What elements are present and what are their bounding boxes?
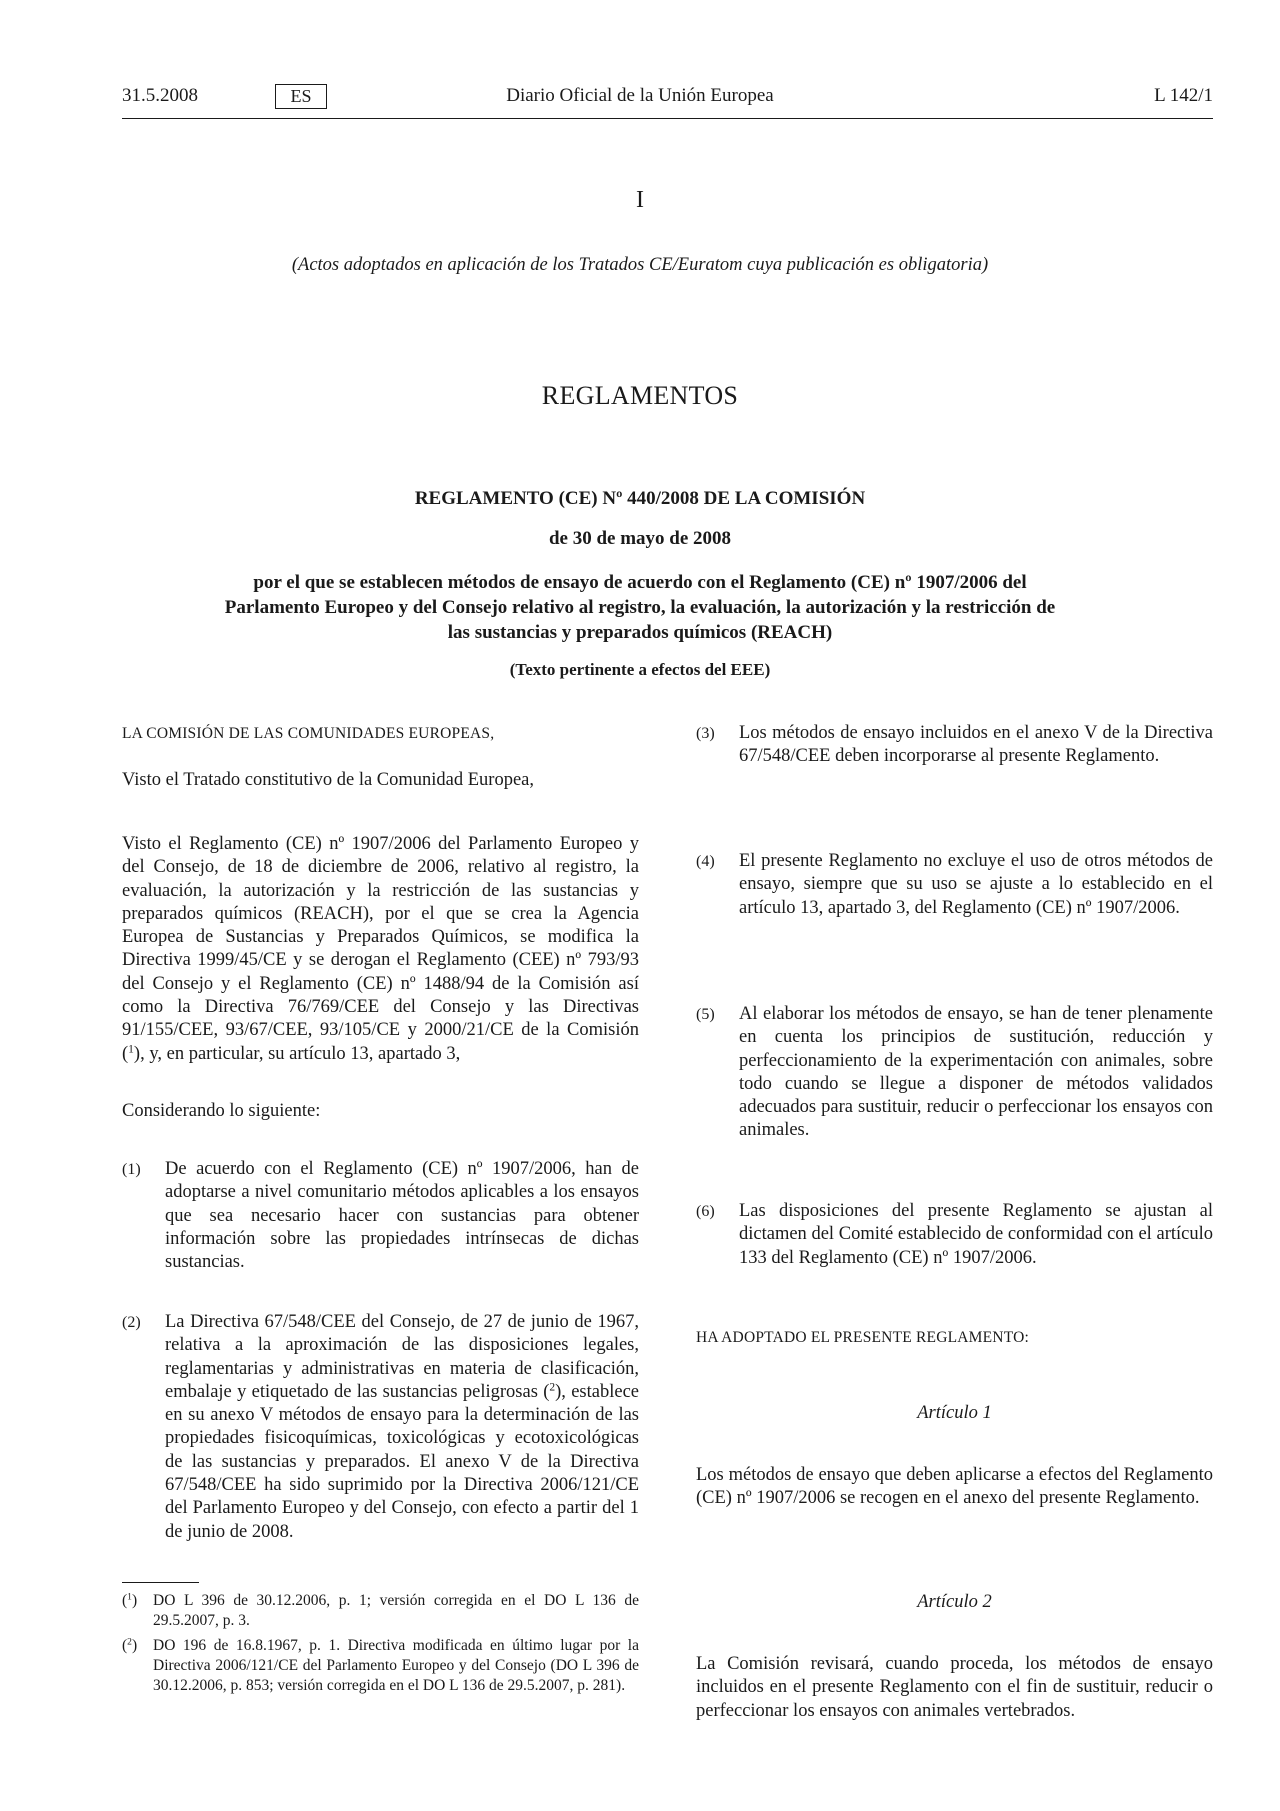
recital-3: [696, 722, 1213, 769]
article-2-title: Artículo 2: [917, 1592, 992, 1612]
regulation-title: REGLAMENTO (CE) Nº 440/2008 DE LA COMISIÓN: [414, 488, 866, 509]
footnote-2: [122, 1636, 639, 1695]
recital-text: De acuerdo con el Reglamento (CE) nº 1907/2006, han de adoptarse a nivel comunitario métodos aplicables a los ensayos que sea necesario hacer con sustancias para obtener información sobre las propiedades intrínsecas de dichas sustancias.: [165, 1159, 639, 1273]
recital-2: [122, 1311, 639, 1544]
recital-text: Al elaborar los métodos de ensayo, se han de tener plenamente en cuenta los principios de sustitución, reducción y perfeccionamiento de la experimentación con animales, sobre todo cuando se llegue a disponer de métodos validados adecuados para sustituir, reducir o perfeccionar los ensayos con animales.: [739, 1004, 1213, 1141]
recital-number: (3): [696, 725, 715, 742]
article-2-text: La Comisión revisará, cuando proceda, los métodos de ensayo incluidos en el presente Reglamento con el fin de sustituir, reducir o perfeccionar los ensayos con animales vertebrados.: [696, 1654, 1213, 1721]
recital-1: [122, 1158, 639, 1274]
recital-text-part: , establece en su anexo V métodos de ensayo para la determinación de las propiedades fisicoquímicas, toxicológicas y ecotoxicológicas de las sustancias y preparados. El anexo V de la Directiva 67/548/CEE ha sido suprimido por la Directiva 2006/121/CE del Parlamento Europeo y del Consejo, con efecto a partir del 1 de junio de 2008.: [165, 1381, 639, 1542]
recital-6: [696, 1200, 1213, 1270]
eea-relevance: (Texto pertinente a efectos del EEE): [509, 660, 771, 679]
recital-number: (1): [122, 1161, 141, 1178]
article-1-title: Artículo 1: [917, 1403, 992, 1423]
header-date: 31.5.2008: [122, 85, 198, 106]
recital-5: [696, 1003, 1213, 1143]
page-heading: REGLAMENTOS: [541, 381, 739, 410]
footnote-number: ($^1$): [122, 1591, 138, 1609]
recital-number: (2): [122, 1314, 141, 1331]
regulation-citation: Visto el Reglamento (CE) nº 1907/2006 del Parlamento Europeo y del Consejo, de 18 de diciembre de 2006, relativo al registro, la evaluación, la autorización y la restricción de las sustancias y preparados químicos (REACH), por el que se crea la Agencia Europea de Sustancias y Preparados Químicos, se modifica la Directiva 1999/45/CE y se derogan el Reglamento (CEE) nº 793/93 del Consejo y el Reglamento (CE) nº 1488/94 de la Comisión así como la Directiva 76/769/CEE del Consejo y las Directivas 91/155/CEE, 93/67/CEE, 93/105/CE y 2000/21/CE de la Comisión ($^1$), y, en particular, su artículo 13, apartado 3,: [122, 834, 639, 1064]
article-1-text: Los métodos de ensayo que deben aplicarse a efectos del Reglamento (CE) nº 1907/2006 se recogen en el anexo del presente Reglamento.: [696, 1465, 1213, 1509]
page-number: L 142/1: [1154, 85, 1213, 106]
footnote-ref-2[interactable]: 2: [549, 1381, 556, 1394]
footnote-text: DO 196 de 16.8.1967, p. 1. Directiva modificada en último lugar por la Directiva 2006/121/CE del Parlamento Europeo y del Consejo (DO L 396 de 30.12.2006, p. 853; versión corregida en el DO L 136 de 29.5.2007, p. 281).: [153, 1637, 639, 1694]
regulation-subject: [0, 570, 1280, 645]
recital-number: (5): [696, 1006, 715, 1023]
recital-text-part: La Directiva 67/548/CEE del Consejo, de 27 de junio de 1967, relativa a la aproximación de las disposiciones legales, reglamentarias y administrativas en materia de clasificación, embalaje y etiquetado de las sustancias peligrosas: [165, 1312, 639, 1402]
adoption-statement: HA ADOPTADO EL PRESENTE REGLAMENTO:: [696, 1329, 1029, 1346]
footnote-number: ($^2$): [122, 1636, 138, 1654]
regulation-citation-text: Visto el Reglamento (CE) nº 1907/2006 del Parlamento Europeo y del Consejo, de 18 de diciembre de 2006, relativo al registro, la evaluación, la autorización y la restricción de las sustancias y preparados químicos (REACH), por el que se crea la Agencia Europea de Sustancias y Preparados Químicos, se modifica la Directiva 1999/45/CE y se derogan el Reglamento (CEE) nº 793/93 del Consejo y el Reglamento (CE) nº 1488/94 de la Comisión así como la Directiva 76/769/CEE del Consejo y las Directivas 91/155/CEE, 93/67/CEE, 93/105/CE y 2000/21/CE de la Comisión: [122, 834, 639, 1041]
regulation-subject-line: Parlamento Europeo y del Consejo relativo al registro, la evaluación, la autorización y la restricción de: [224, 597, 1056, 618]
recital-4: [696, 850, 1213, 920]
regulation-date: de 30 de mayo de 2008: [548, 528, 732, 549]
recital-text: Los métodos de ensayo incluidos en el anexo V de la Directiva 67/548/CEE deben incorporarse al presente Reglamento.: [739, 723, 1213, 767]
regulation-subject-line: las sustancias y preparados químicos (REACH): [447, 622, 833, 643]
header-divider: [122, 118, 1213, 119]
footnote-1: [122, 1591, 639, 1631]
regulation-citation-end: , y, en particular, su artículo 13, apartado 3,: [140, 1043, 461, 1064]
regulation-subject-line: por el que se establecen métodos de ensayo de acuerdo con el Reglamento (CE) nº 1907/2006 del: [253, 572, 1027, 593]
recital-number: (6): [696, 1203, 715, 1220]
footnote-text: DO L 396 de 30.12.2006, p. 1; versión corregida en el DO L 136 de 29.5.2007, p. 3.: [153, 1592, 639, 1629]
section-number: I: [636, 187, 644, 213]
journal-title: Diario Oficial de la Unión Europea: [506, 85, 774, 106]
treaty-citation: Visto el Tratado constitutivo de la Comunidad Europea,: [122, 770, 535, 790]
section-subtitle: (Actos adoptados en aplicación de los Tratados CE/Euratom cuya publicación es obligatoria): [291, 255, 989, 275]
footnote-ref-1[interactable]: 1: [128, 1043, 134, 1056]
considering-heading: Considerando lo siguiente:: [122, 1101, 321, 1121]
language-badge: ES: [275, 84, 327, 109]
recital-number: (4): [696, 853, 715, 870]
recital-text: La Directiva 67/548/CEE del Consejo, de 27 de junio de 1967, relativa a la aproximación de las disposiciones legales, reglamentarias y administrativas en materia de clasificación, embalaje y etiquetado de las sustancias peligrosas ($^2$), establece en su anexo V métodos de ensayo para la determinación de las propiedades fisicoquímicas, toxicológicas y ecotoxicológicas de las sustancias y preparados. El anexo V de la Directiva 67/548/CEE ha sido suprimido por la Directiva 2006/121/CE del Parlamento Europeo y del Consejo, con efecto a partir del 1 de junio de 2008.: [165, 1312, 639, 1542]
recital-text: Las disposiciones del presente Reglamento se ajustan al dictamen del Comité establecido de conformidad con el artículo 133 del Reglamento (CE) nº 1907/2006.: [739, 1201, 1213, 1268]
commission-preamble: LA COMISIÓN DE LAS COMUNIDADES EUROPEAS,: [122, 725, 495, 742]
recital-text: El presente Reglamento no excluye el uso de otros métodos de ensayo, siempre que su uso se ajuste a lo establecido en el artículo 13, apartado 3, del Reglamento (CE) nº 1907/2006.: [739, 851, 1213, 918]
footnote-divider: [122, 1582, 199, 1583]
